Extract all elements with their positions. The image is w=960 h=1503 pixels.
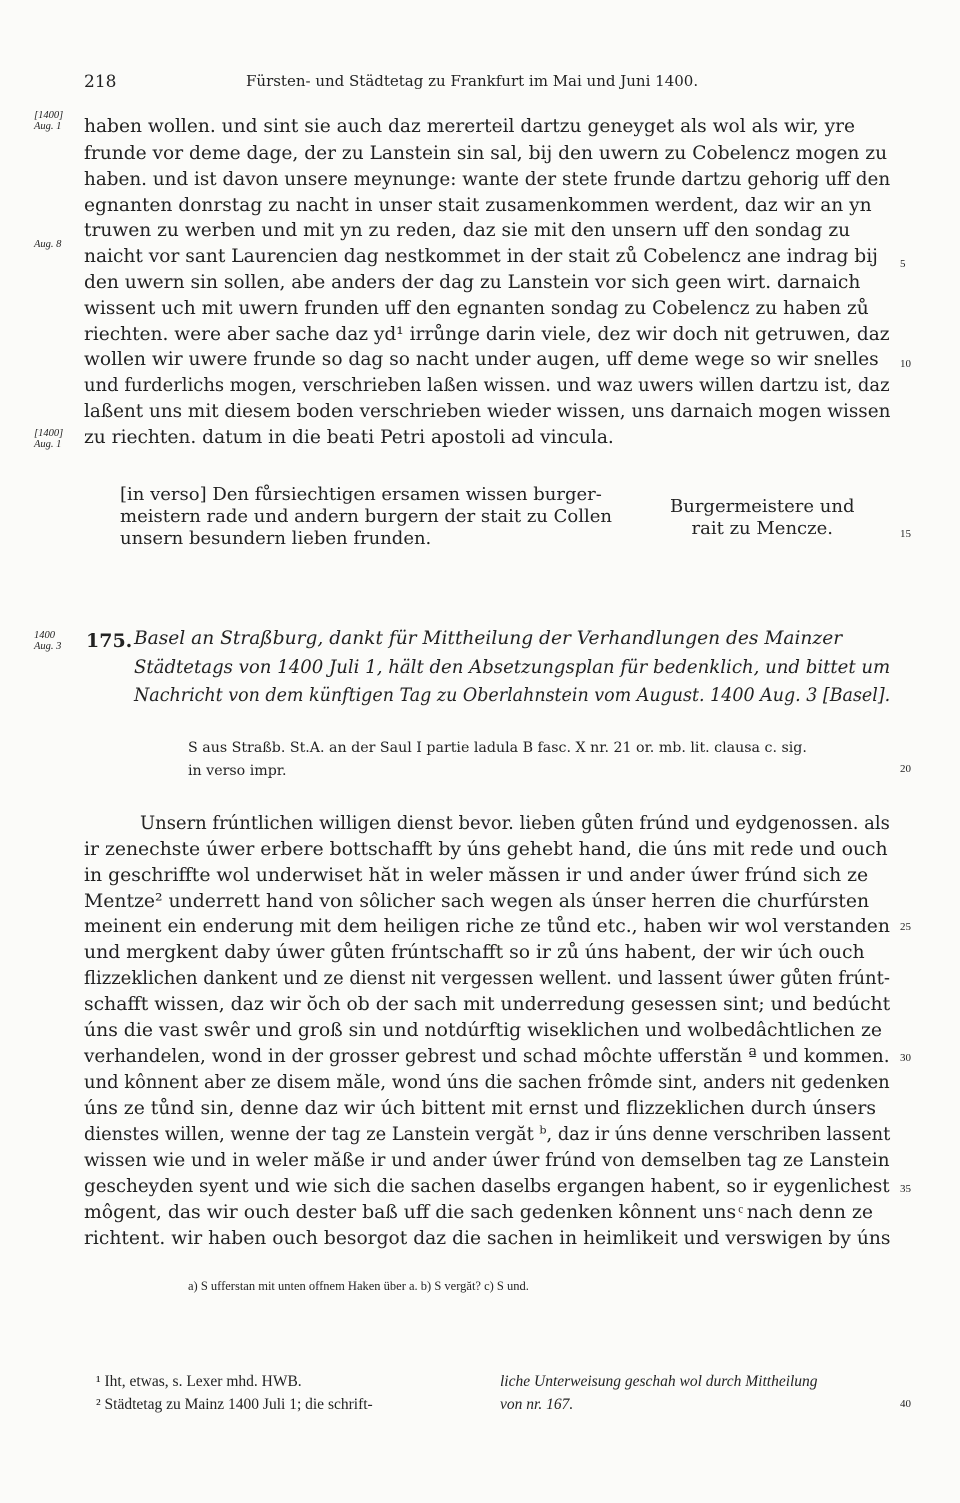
text-line: in geschriffte wol underwiset hăt in weler măssen ir und ander úwer frúnd sich ze	[84, 865, 869, 886]
text-line: môgent, das wir ouch dester baß uff die sach gedenken kônnent uns ͨ nach denn ze	[84, 1202, 873, 1223]
text-line: ir zenechste úwer erbere bottschafft by úns gehebt hand, die úns mit rede und ouch	[84, 839, 888, 860]
regest-line: Nachricht von dem künftigen Tag zu Oberlahnstein vom August. 1400 Aug. 3 [Basel].	[134, 685, 891, 706]
address-line: meistern rade und andern burgern der stait zu Collen	[120, 506, 612, 527]
text-line: laßent uns mit diesem boden verschrieben wieder wissen, uns darnaich mogen wissen	[84, 401, 891, 422]
text-line: truwen zu werben und mit yn zu reden, daz sie mit den unsern uff den sondag zu	[84, 220, 851, 241]
margin-date-year: [1400]	[34, 110, 64, 121]
address-line: Burgermeistere und	[670, 496, 855, 517]
text-line: gescheyden syent und wie sich die sachen daselbs ergangen habent, so ir eygenlichest	[84, 1176, 890, 1197]
source-line: S aus Straßb. St.A. an der Saul I partie ladula B fasc. X nr. 21 or. mb. lit. clausa c. sig.	[188, 740, 807, 756]
text-line: haben wollen. und sint sie auch daz mererteil dartzu geneyget als wol als wir, yre	[84, 116, 855, 137]
critical-apparatus: a) S ufferstan mit unten offnem Haken über a. b) S vergăt? c) S und.	[188, 1279, 529, 1293]
regest-line: Basel an Straßburg, dankt für Mittheilung der Verhandlungen des Mainzer	[134, 628, 843, 649]
text-line: verhandelen, wond in der grosser gebrest und schad môchte ufferstăn ª und kommen.	[84, 1046, 890, 1067]
line-number: 20	[900, 763, 911, 775]
text-line: riechten. were aber sache daz yd¹ irrůnge darin viele, dez wir doch nit getruwen, daz	[84, 324, 890, 345]
text-line: und furderlichs mogen, verschrieben laßen wissen. und waz uwers willen dartzu ist, daz	[84, 375, 890, 396]
text-line: und kônnent aber ze disem măle, wond úns die sachen frômde sint, anders nit gedenken	[84, 1072, 890, 1093]
text-line: zu riechten. datum in die beati Petri apostoli ad vincula.	[84, 427, 614, 448]
text-line: flizzeklichen dankent und ze dienst nit vergessen wellent. und lassent úwer gůten frúnt-	[84, 968, 890, 989]
text-line: richtent. wir haben ouch besorgot daz die sachen in heimlikeit und verswigen by úns	[84, 1228, 891, 1249]
line-number: 30	[900, 1052, 911, 1064]
line-number: 25	[900, 921, 911, 933]
page-number: 218	[84, 72, 117, 92]
margin-date	[34, 630, 61, 652]
text-line: frunde vor deme dage, der zu Lanstein sin sal, bij den uwern zu Cobelencz mogen zu	[84, 143, 888, 164]
running-title: Fürsten- und Städtetag zu Frankfurt im Mai und Juni 1400.	[246, 72, 699, 90]
document-number: 175.	[86, 630, 133, 652]
regest-line: Städtetags von 1400 Juli 1, hält den Absetzungsplan für bedenklich, und bittet um	[134, 657, 891, 678]
text-line: Unsern frúntlichen willigen dienst bevor. lieben gůten frúnd und eydgenossen. als	[140, 813, 890, 834]
margin-date-day: Aug. 1	[34, 439, 62, 451]
address-line: unsern besundern lieben frunden.	[120, 528, 432, 549]
line-number: 40	[900, 1398, 911, 1410]
margin-date-day: Aug. 3	[34, 641, 62, 653]
margin-date-day: Aug. 1	[34, 121, 62, 133]
footnote-line: ¹ Iht, etwas, s. Lexer mhd. HWB.	[96, 1373, 302, 1390]
text-line: und mergkent daby úwer gůten frúntschafft so ir zů úns habent, der wir úch ouch	[84, 942, 865, 963]
text-line: dienstes willen, wenne der tag ze Lanstein vergăt ᵇ, daz ir úns denne verschriben lassent	[84, 1124, 891, 1145]
text-line: wissent uch mit uwern frunden uff den egnanten sondag zu Cobelencz zu haben zů	[84, 298, 869, 319]
text-line: schafft wissen, daz wir ŏch ob der sach mit underredung gesessen sint; und bedúcht	[84, 994, 891, 1015]
footnote-line: von nr. 167.	[500, 1396, 574, 1413]
footnote-line: liche Unterweisung geschah wol durch Mittheilung	[500, 1373, 818, 1390]
text-line: úns ze tůnd sin, denne daz wir úch bittent mit ernst und flizzeklichen durch únsers	[84, 1098, 876, 1119]
address-line: [in verso] Den fůrsiechtigen ersamen wissen burger-	[120, 484, 602, 505]
line-number: 35	[900, 1183, 911, 1195]
text-line: Mentze² underrett hand von sôlicher sach wegen als únser herren die churfúrsten	[84, 891, 870, 912]
text-line: úns die vast swêr und groß sin und notdúrftig wiseklichen und wolbedâchtlichen ze	[84, 1020, 883, 1041]
text-line: naicht vor sant Laurencien dag nestkommet in der stait zů Cobelencz ane indrag bij	[84, 246, 878, 267]
text-line: den uwern sin sollen, abe anders der dag zu Lanstein vor sich geen wirt. darnaich	[84, 272, 861, 293]
address-right	[670, 496, 855, 540]
address-left	[120, 484, 612, 550]
source-line: in verso impr.	[188, 763, 287, 779]
margin-date-year: [1400]	[34, 428, 64, 439]
margin-date: Aug. 8	[34, 239, 62, 250]
margin-date-year: 1400	[34, 630, 55, 641]
line-number: 15	[900, 528, 911, 540]
line-number: 5	[900, 258, 906, 270]
text-line: egnanten donrstag zu nacht in unser stait zusamenkommen werdent, daz wir an yn	[84, 195, 872, 216]
text-line: wissen wie und in weler măße ir und ander úwer frúnd von demselben tag ze Lanstein	[84, 1150, 890, 1171]
margin-date	[34, 428, 63, 450]
footnote-line: ² Städtetag zu Mainz 1400 Juli 1; die schrift-	[96, 1396, 373, 1413]
address-line: rait zu Mencze.	[691, 518, 833, 539]
text-line: meinent ein enderung mit dem heiligen riche ze tůnd etc., haben wir wol verstanden	[84, 916, 890, 937]
text-line: wollen wir uwere frunde so dag so nacht under augen, uff deme wege so wir snelles	[84, 349, 879, 370]
margin-date	[34, 110, 63, 132]
text-line: haben. und ist davon unsere meynunge: wante der stete frunde dartzu gehorig uff den	[84, 169, 891, 190]
line-number: 10	[900, 358, 911, 370]
